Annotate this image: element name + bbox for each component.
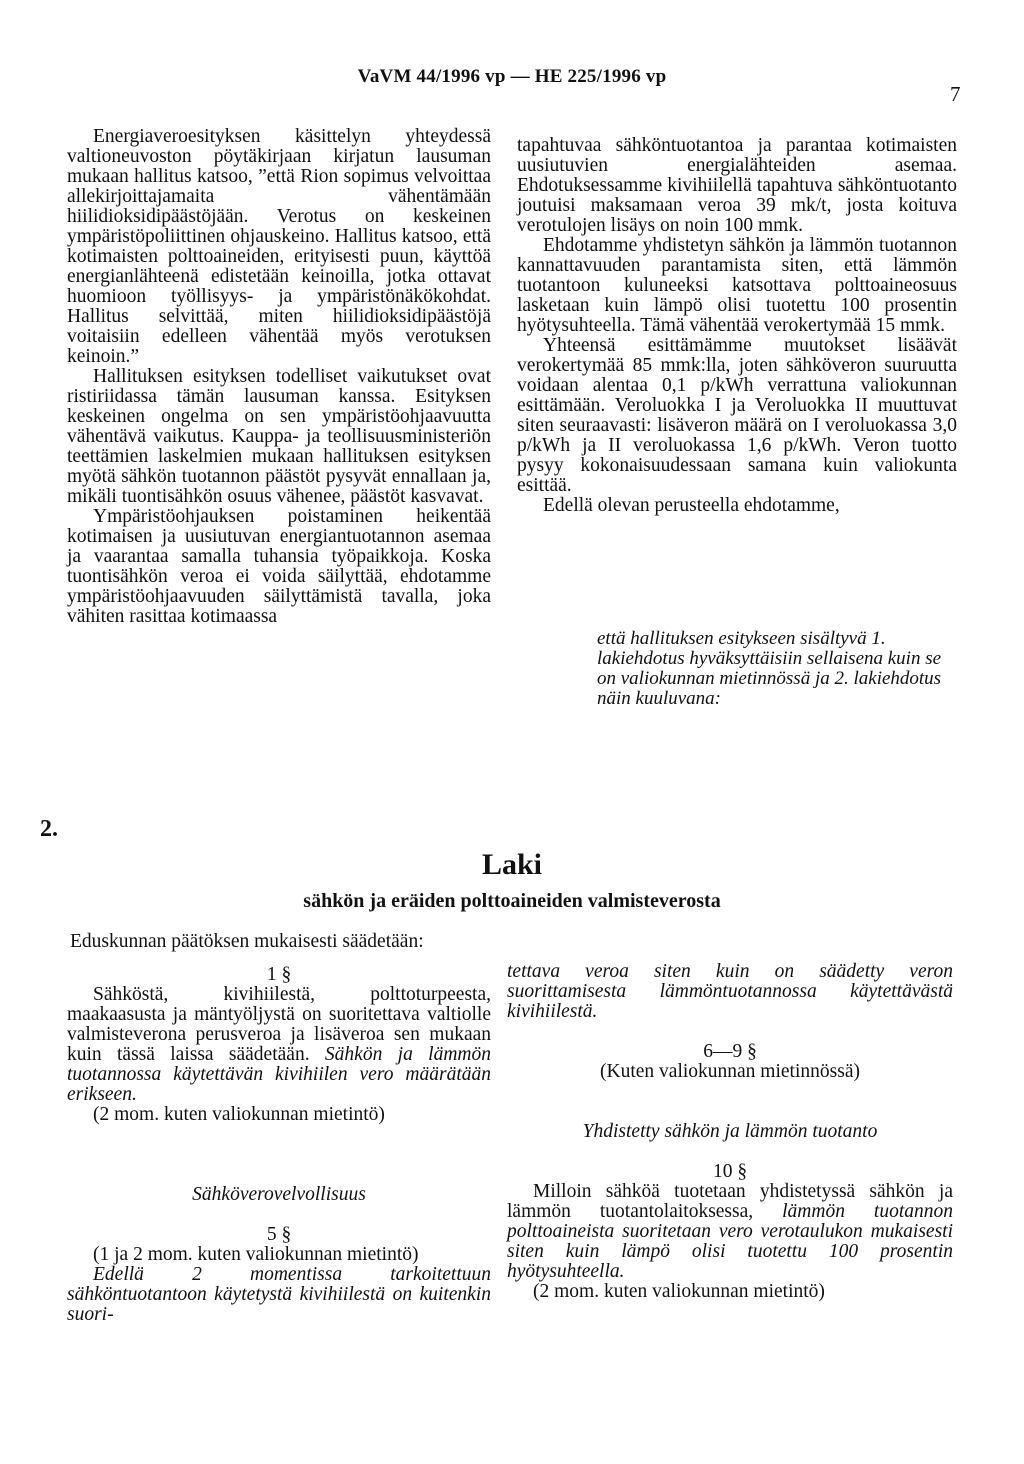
- motion-text: että hallituksen esitykseen sisältyvä 1. lakiehdotus hyväksyttäisiin sellaisena kuin se on valiokunnan mietinnössä ja 2. lakiehdotus näin kuuluvana:: [597, 628, 942, 709]
- moment-reference: (1 ja 2 mom. kuten valiokunnan mietintö): [93, 1244, 419, 1265]
- section-text-italic: tettava veroa siten kuin on säädetty veron suorittamisesta lämmöntuotannossa käytettävästä kivihiilestä.: [507, 961, 953, 1022]
- section-text-italic: lämmön tuotannon polttoaineista suoritetaan vero verotaulukon mukaisesti siten kuin lämpö olisi tuotettu 100 prosentin hyötysuhteella.: [507, 1201, 953, 1282]
- paragraph: Edellä olevan perusteella ehdotamme,: [543, 495, 840, 516]
- page-number: 7: [950, 82, 961, 106]
- chapter-heading: Yhdistetty sähkön ja lämmön tuotanto: [582, 1121, 878, 1142]
- law-left-column: [67, 965, 491, 1325]
- section-text-italic: Edellä 2 momentissa tarkoitettuun sähköntuotantoon käytetystä kivihiilestä on kuitenkin suori-: [67, 1264, 491, 1325]
- moment-reference: (2 mom. kuten valiokunnan mietintö): [93, 1104, 385, 1125]
- chapter-heading: Sähköverovelvollisuus: [192, 1184, 366, 1205]
- running-header: VaVM 44/1996 vp — HE 225/1996 vp: [357, 66, 667, 87]
- section-text: (Kuten valiokunnan mietinnössä): [600, 1061, 860, 1082]
- section-text: Sähköstä, kivihiilestä, polttoturpeesta, maakaasusta ja mäntyöljystä on suoritettava valtiolle valmisteverona perusveroa ja lisäveroa sen mukaan kuin tässä laissa säädetään.: [67, 984, 491, 1065]
- paragraph: Ympäristöohjauksen poistaminen heikentää kotimaisen ja uusiutuvan energiantuotannon asemaa ja vaarantaa samalla tuhansia työpaikkoja. Koska tuontisähkön veroa ei voida säilyttää, ehdotamme ympäristöohjaavuuden säilyttämistä tavalla, joka vähiten rasittaa kotimaassa: [67, 506, 491, 627]
- section-heading: 10 §: [712, 1161, 748, 1182]
- section-text-italic: Sähkön ja lämmön tuotannossa käytettävän kivihiilen vero määrätään erikseen.: [67, 1044, 492, 1105]
- section-heading: 6—9 §: [703, 1041, 757, 1062]
- paragraph: Ehdotamme yhdistetyn sähkön ja lämmön tuotannon kannattavuuden parantamista siten, että lämmön tuotantoon kuluneeksi katsottava polttoaineosuus lasketaan kuin lämpö olisi tuotettu 100 prosentin hyötysuhteella. Tämä vähentää verokertymää 15 mmk.: [517, 235, 957, 336]
- moment-reference: (2 mom. kuten valiokunnan mietintö): [533, 1281, 825, 1302]
- paragraph: Hallituksen esityksen todelliset vaikutukset ovat ristiriidassa tämän lausuman kanssa. Esityksen keskeinen ongelma on sen ympäristöohjaavuutta vähentävä vaikutus. Kauppa- ja teollisuusministeriön teettämien laskelmien mukaan hallituksen esityksen myötä sähkön tuotannon päästöt pysyvät ennallaan ja, mikäli tuontisähkön osuus vähenee, päästöt kasvavat.: [67, 366, 491, 507]
- section-text: Milloin sähköä tuotetaan yhdistetyssä sähkön ja lämmön tuotantolaitoksessa,: [507, 1181, 953, 1222]
- section-heading: 1 §: [266, 964, 292, 985]
- paragraph: tapahtuvaa sähköntuotantoa ja parantaa kotimaisten uusiutuvien energialähteiden asemaa. Ehdotuksessamme kivihiilellä tapahtuva sähköntuotanto joutuisi maksamaan veroa 39 mk/t, josta koituva verotulojen lisäys on noin 100 mmk.: [517, 135, 957, 236]
- left-column: [67, 127, 491, 627]
- paragraph: Energiaveroesityksen käsittelyn yhteydessä valtioneuvoston pöytäkirjaan kirjatun lausuman mukaan hallitus katsoo, ”että Rion sopimus velvoittaa allekirjoittajamaita vähentämään hiilidioksidipäästöjään. Verotus on keskeinen ympäristöpoliittinen ohjauskeino. Hallitus katsoo, että kotimaisten polttoaineiden, erityisesti puun, käyttöä energianlähteenä edistetään keinoilla, jotka ottavat huomioon työllisyys- ja ympäristönäkökohdat. Hallitus selvittää, miten hiilidioksidipäästöjä voitaisiin edelleen vähentää myös verotuksen keinoin.”: [67, 126, 491, 367]
- right-column: [517, 136, 957, 516]
- law-right-column: [507, 962, 953, 1302]
- bill-number: 2.: [40, 816, 58, 842]
- bill-title: Laki: [481, 848, 543, 881]
- section-heading: 5 §: [266, 1224, 292, 1245]
- paragraph: Yhteensä esittämämme muutokset lisäävät verokertymää 85 mmk:lla, joten sähköveron suuruutta voidaan alentaa 0,1 p/kWh verrattuna valiokunnan esittämään. Veroluokka I ja Veroluokka II muuttuvat siten seuraavasti: lisäveron määrä on I veroluokassa 3,0 p/kWh ja II veroluokassa 1,6 p/kWh. Veron tuotto pysyy kokonaisuudessaan samana kuin valiokunta esittää.: [517, 335, 957, 496]
- bill-subtitle: sähkön ja eräiden polttoaineiden valmisteverosta: [303, 890, 721, 912]
- enactment-clause: Eduskunnan päätöksen mukaisesti säädetään:: [70, 931, 424, 952]
